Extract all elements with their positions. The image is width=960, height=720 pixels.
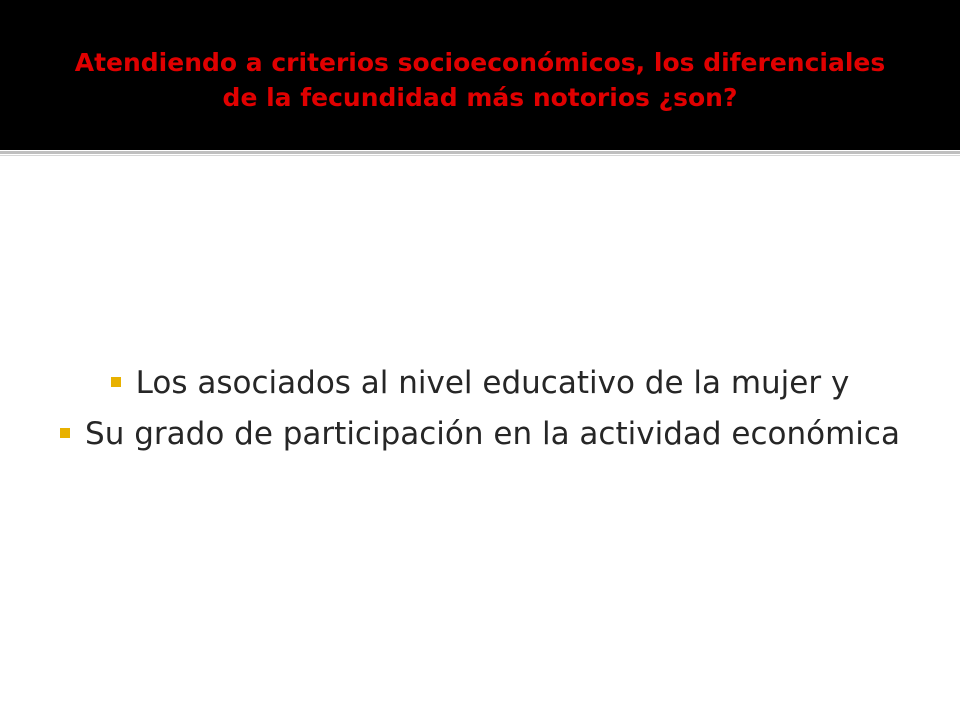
bullet-list — [60, 358, 900, 460]
bullet-text: Los asociados al nivel educativo de la mujer y — [135, 365, 850, 401]
bullet-item — [60, 409, 900, 460]
title-divider-thin — [0, 155, 960, 156]
square-bullet-icon — [111, 377, 121, 387]
square-bullet-icon — [60, 428, 70, 438]
title-band — [0, 0, 960, 150]
slide-title: Atendiendo a criterios socioeconómicos, los diferenciales de la fecundidad más notorios ¿son? — [74, 47, 886, 112]
title-divider — [0, 151, 960, 154]
bullet-text: Su grado de participación en la actividad económica — [85, 416, 900, 452]
bullet-item — [60, 358, 900, 409]
